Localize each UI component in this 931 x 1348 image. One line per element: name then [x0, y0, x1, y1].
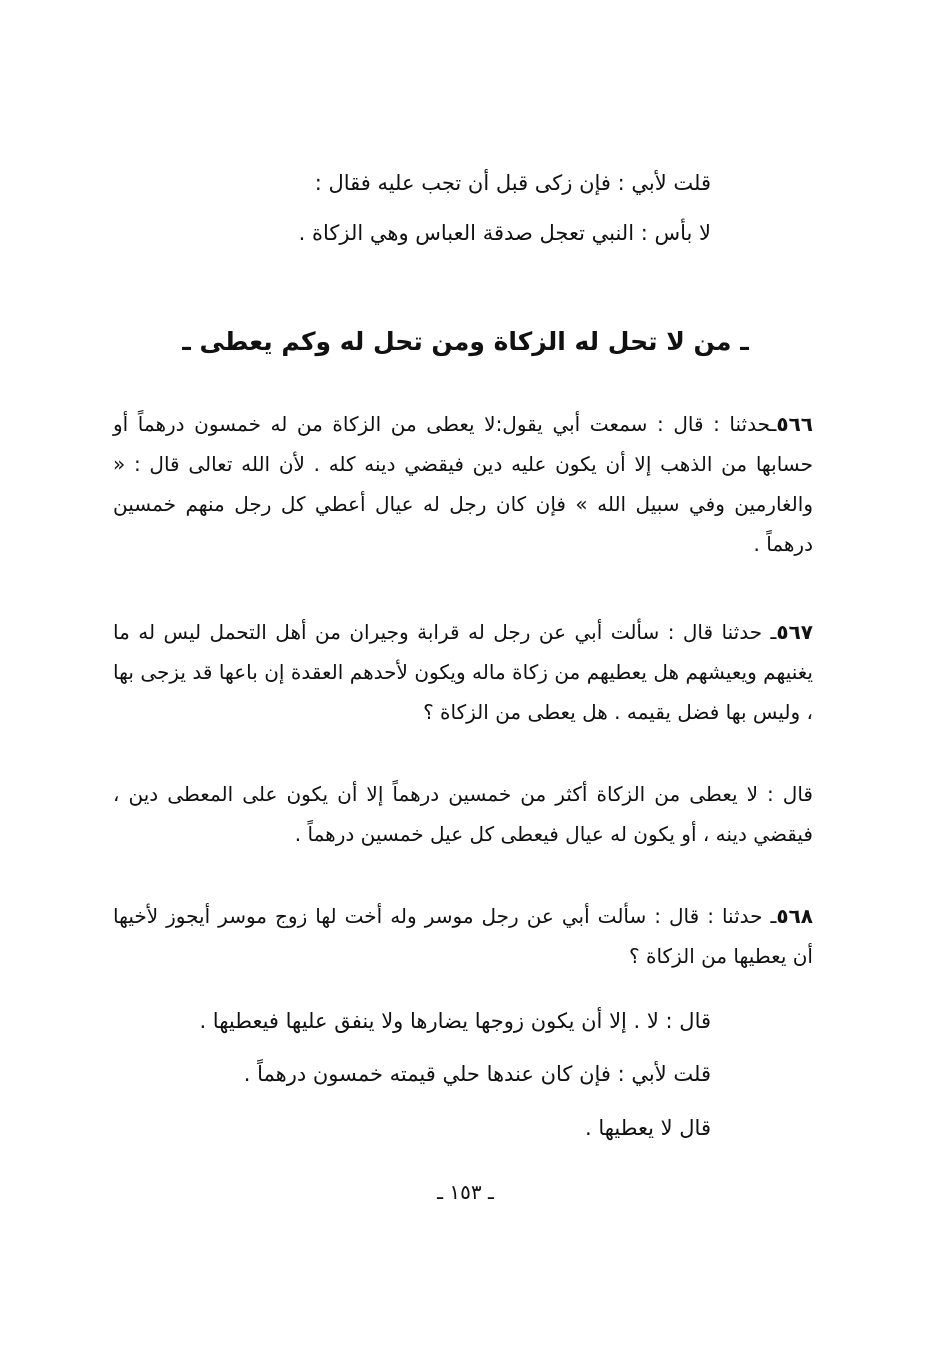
entry-566 [113, 404, 813, 564]
entry-text: ـ حدثنا : قال : سألت أبي عن رجل موسر وله أخت لها زوج موسر أيجوز لأخيها أن يعطيها من الزكاة ؟ [113, 904, 813, 968]
entry-text: ـحدثنا : قال : سمعت أبي يقول:لا يعطى من الزكاة من له خمسون درهماً أو حسابها من الذهب إلا أن يكون عليه دين فيقضي دينه كله . لأن الله تعالى قال : « والغارمين وفي سبيل الله » فإن كان رجل له عيال أعطي كل رجل منهم خمسين درهماً . [113, 412, 813, 556]
entry-number: ٥٦٨ [776, 904, 813, 928]
page-number: ـ ١٥٣ ـ [437, 1180, 494, 1204]
entry-567-answer [113, 774, 813, 854]
intro-line-2: لا بأس : النبي تعجل صدقة العباس وهي الزكاة . [298, 221, 711, 245]
intro-line-1: قلت لأبي : فإن زكى قبل أن تجب عليه فقال : [314, 171, 711, 195]
entry-567 [113, 612, 813, 732]
entry-text: ـ حدثنا قال : سألت أبي عن رجل له قرابة وجيران من أهل التحمل ليس له ما يغنيهم ويعيشهم هل يعطيهم من زكاة ماله ويكون لأحدهم العقدة إن باعها قد يزجى بها ، وليس بها فضل يقيمه . هل يعطى من الزكاة ؟ [113, 620, 813, 724]
closing-line-1: قال : لا . إلا أن يكون زوجها يضارها ولا ينفق عليها فيعطيها . [199, 1009, 711, 1033]
entry-text: قال : لا يعطى من الزكاة أكثر من خمسين درهماً إلا أن يكون على المعطى دين ، فيقضي دينه ، أو يكون له عيال فيعطى كل عيل خمسين درهماً . [113, 782, 813, 846]
entry-number: ٥٦٦ [776, 412, 813, 436]
entry-568 [113, 896, 813, 976]
section-heading: ـ من لا تحل له الزكاة ومن تحل له وكم يعطى ـ [182, 327, 749, 356]
closing-line-3: قال لا يعطيها . [585, 1116, 711, 1140]
entry-number: ٥٦٧ [776, 620, 813, 644]
closing-line-2: قلت لأبي : فإن كان عندها حلي قيمته خمسون درهماً . [243, 1062, 711, 1086]
